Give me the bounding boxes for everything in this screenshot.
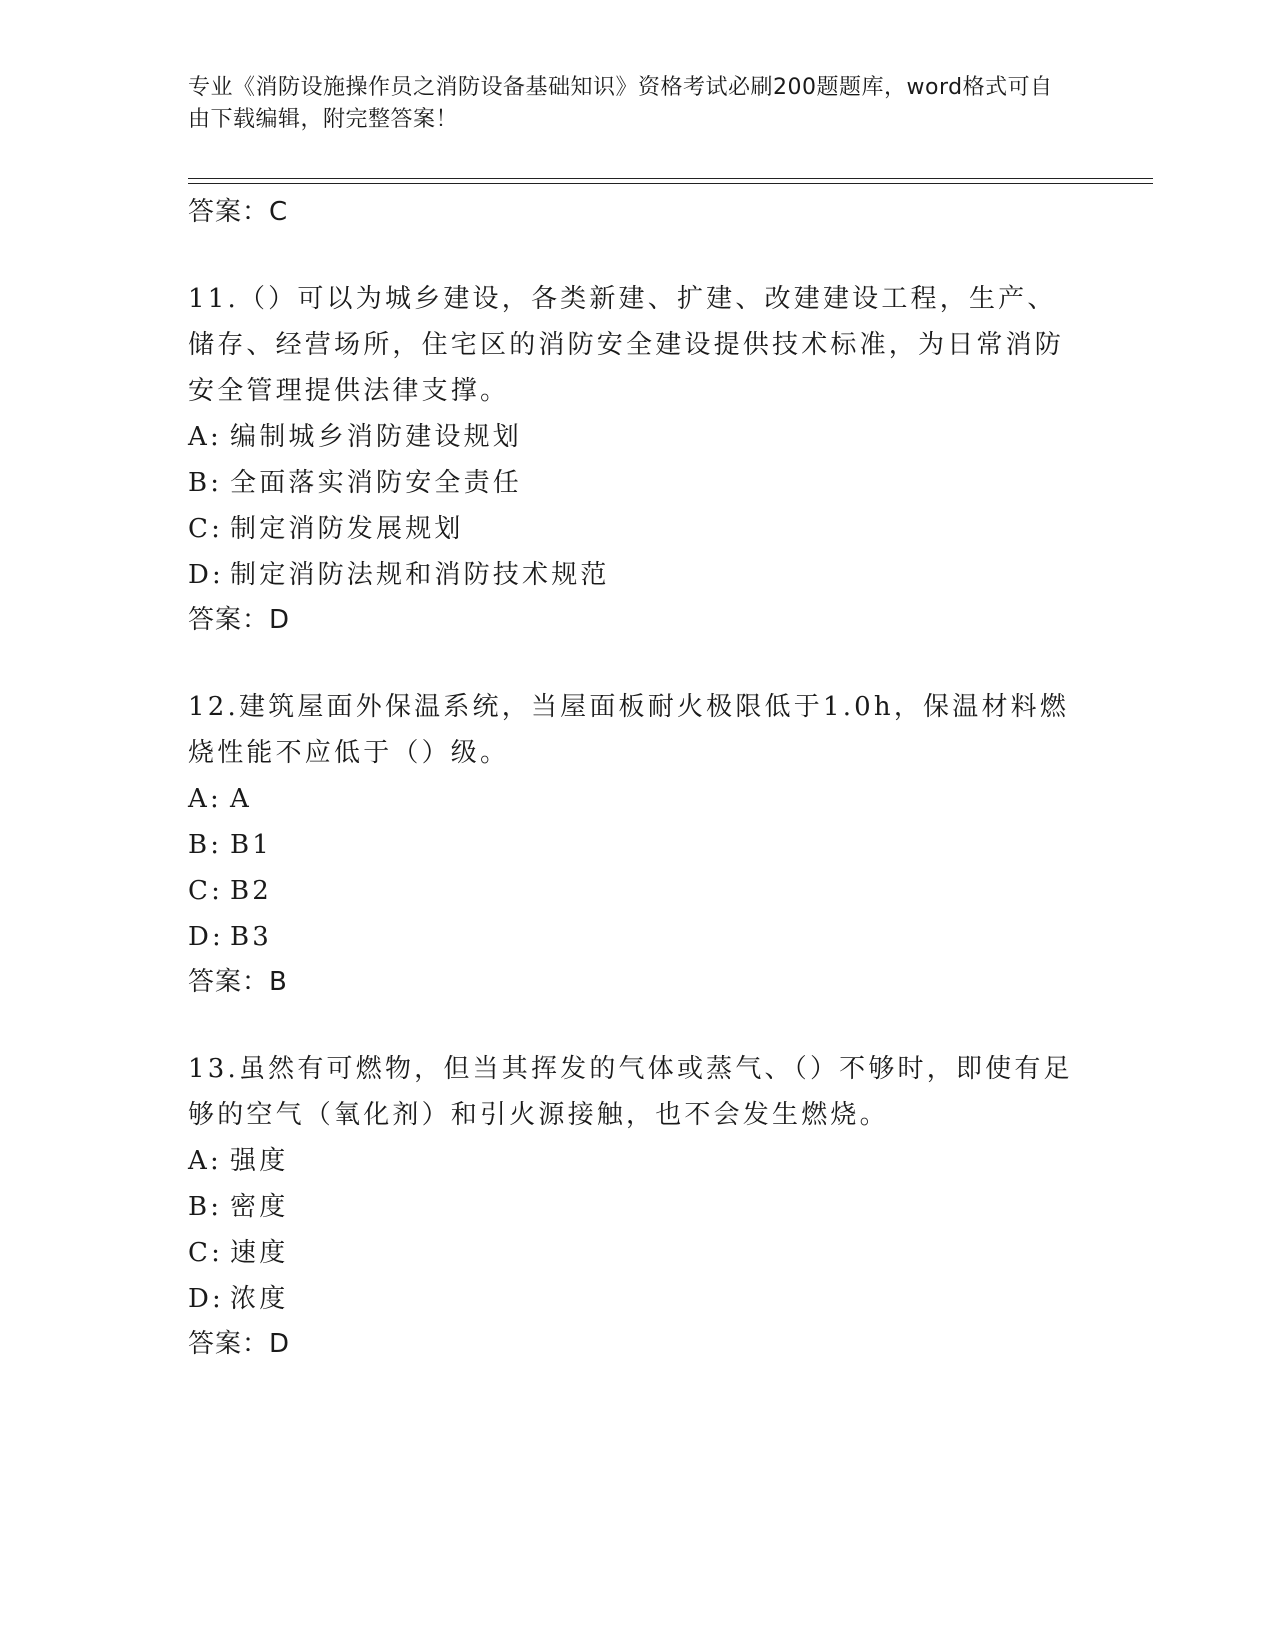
option-text: B1	[230, 830, 273, 860]
option-text: 密度	[230, 1192, 289, 1222]
option-b	[188, 1184, 1088, 1230]
option-c	[188, 868, 1088, 914]
option-text: B3	[230, 922, 273, 952]
option-b	[188, 460, 1088, 506]
question-item	[188, 276, 1088, 644]
option-key: D:	[188, 560, 225, 590]
option-key: A:	[188, 784, 222, 814]
option-d	[188, 914, 1088, 960]
option-c	[188, 1230, 1088, 1276]
option-key: D:	[188, 922, 225, 952]
option-key: D:	[188, 1284, 225, 1314]
answer-line: 答案：B	[188, 967, 288, 997]
page-header	[188, 72, 1068, 136]
option-text: 全面落实消防安全责任	[230, 468, 523, 498]
option-text: A	[230, 784, 252, 814]
answer-line: 答案：D	[188, 1329, 291, 1359]
option-text: 强度	[230, 1146, 289, 1176]
question-text: 13.虽然有可燃物，但当其挥发的气体或蒸气、（）不够时，即使有足够的空气（氧化剂）和引火源接触，也不会发生燃烧。	[188, 1054, 1073, 1130]
option-key: C:	[188, 514, 224, 544]
option-text: 浓度	[230, 1284, 289, 1314]
option-key: B:	[188, 830, 223, 860]
header-divider	[188, 178, 1153, 184]
option-d	[188, 1276, 1088, 1322]
option-d	[188, 552, 1088, 598]
option-a	[188, 1138, 1088, 1184]
answer-line: 答案：D	[188, 605, 291, 635]
option-key: B:	[188, 1192, 223, 1222]
option-text: 编制城乡消防建设规划	[230, 422, 523, 452]
option-key: C:	[188, 1238, 224, 1268]
option-text: 速度	[230, 1238, 289, 1268]
option-text: B2	[230, 876, 273, 906]
option-text: 制定消防法规和消防技术规范	[230, 560, 610, 590]
question-item	[188, 684, 1088, 1006]
question-text: 12.建筑屋面外保温系统，当屋面板耐火极限低于1.0h，保温材料燃烧性能不应低于（）级。	[188, 692, 1070, 768]
option-c	[188, 506, 1088, 552]
option-key: B:	[188, 468, 223, 498]
question-item	[188, 1046, 1088, 1368]
option-key: C:	[188, 876, 224, 906]
option-text: 制定消防发展规划	[230, 514, 464, 544]
option-key: A:	[188, 422, 222, 452]
question-list	[188, 190, 1088, 1368]
answer-line: 答案：C	[188, 197, 289, 227]
option-a	[188, 414, 1088, 460]
option-key: A:	[188, 1146, 222, 1176]
option-a	[188, 776, 1088, 822]
question-text: 11.（）可以为城乡建设，各类新建、扩建、改建建设工程，生产、储存、经营场所，住宅区的消防安全建设提供技术标准，为日常消防安全管理提供法律支撑。	[188, 284, 1065, 406]
header-title: 专业《消防设施操作员之消防设备基础知识》资格考试必刷200题题库，word格式可自由下载编辑，附完整答案！	[188, 75, 1053, 132]
option-b	[188, 822, 1088, 868]
